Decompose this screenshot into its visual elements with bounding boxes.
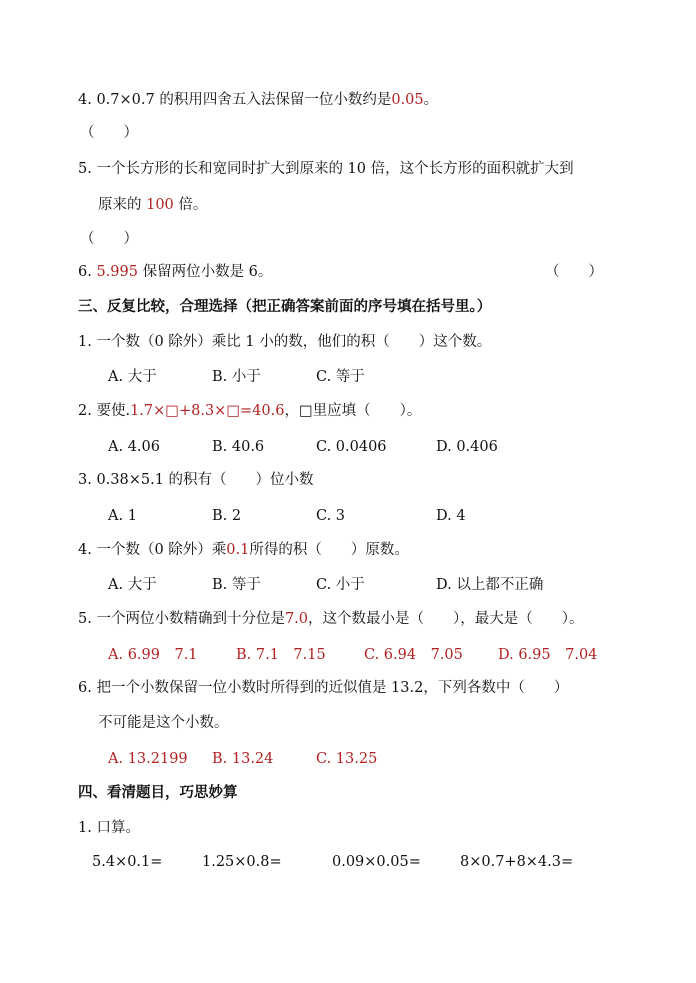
mc-question-4: 4. 一个数（0 除外）乘0.1所得的积（ ）原数。: [78, 542, 409, 558]
option-a[interactable]: A. 1: [108, 508, 137, 524]
mc-options-3: [108, 506, 466, 526]
mc-options-5: [108, 645, 597, 665]
option-c[interactable]: C. 6.94 7.05: [364, 647, 463, 663]
mc-question-3: 3. 0.38×5.1 的积有（ ）位小数: [78, 472, 314, 488]
tf-question-5: 5. 一个长方形的长和宽同时扩大到原来的 10 倍，这个长方形的面积就扩大到: [78, 161, 574, 177]
calc-row: [92, 852, 573, 872]
option-c[interactable]: C. 小于: [316, 577, 365, 593]
calc-question-1: 1. 口算。: [78, 820, 140, 836]
option-b[interactable]: B. 2: [212, 508, 242, 524]
mc-options-4: [108, 575, 543, 595]
mc-question-6: 6. 把一个小数保留一位小数时所得到的近似值是 13.2，下列各数中（ ）: [78, 680, 569, 696]
mc-question-1: 1. 一个数（0 除外）乘比 1 小的数，他们的积（ ）这个数。: [78, 334, 492, 350]
option-c[interactable]: C. 3: [316, 508, 346, 524]
option-b[interactable]: B. 小于: [212, 369, 261, 385]
option-b[interactable]: B. 13.24: [212, 751, 274, 767]
calc-item[interactable]: 5.4×0.1=: [92, 854, 163, 870]
mc-options-2: [108, 437, 498, 457]
calc-item[interactable]: 1.25×0.8=: [202, 854, 282, 870]
option-c[interactable]: C. 13.25: [316, 751, 378, 767]
option-d[interactable]: D. 以上都不正确: [436, 577, 544, 593]
option-a[interactable]: A. 大于: [108, 369, 157, 385]
answer-paren[interactable]: （ ）: [545, 264, 603, 280]
mc-question-5: 5. 一个两位小数精确到十分位是7.0，这个数最小是（ ），最大是（ ）。: [78, 611, 584, 627]
option-b[interactable]: B. 等于: [212, 577, 261, 593]
option-d[interactable]: D. 0.406: [436, 439, 498, 455]
tf-question-4: 4. 0.7×0.7 的积用四舍五入法保留一位小数约是0.05。: [78, 92, 439, 108]
tf-question-5-line2: 原来的 100 倍。: [98, 197, 208, 213]
option-a[interactable]: A. 大于: [108, 577, 157, 593]
mc-question-2: 2. 要使.1.7×□+8.3×□=40.6，□里应填（ ）。: [78, 403, 422, 419]
calc-item[interactable]: 8×0.7+8×4.3=: [460, 854, 574, 870]
option-b[interactable]: B. 7.1 7.15: [236, 647, 326, 663]
calc-item[interactable]: 0.09×0.05=: [332, 854, 421, 870]
option-d[interactable]: D. 4: [436, 508, 466, 524]
option-d[interactable]: D. 6.95 7.04: [498, 647, 598, 663]
answer-paren[interactable]: （ ）: [80, 125, 138, 141]
option-b[interactable]: B. 40.6: [212, 439, 265, 455]
tf-question-6: 6. 5.995 保留两位小数是 6。: [78, 264, 273, 280]
mc-question-6-line2: 不可能是这个小数。: [98, 715, 229, 731]
answer-paren[interactable]: （ ）: [80, 231, 138, 247]
section-3-title: 三、反复比较，合理选择（把正确答案前面的序号填在括号里。）: [78, 298, 492, 315]
option-a[interactable]: A. 4.06: [108, 439, 160, 455]
option-c[interactable]: C. 0.0406: [316, 439, 387, 455]
mc-options-1: [108, 367, 365, 387]
option-a[interactable]: A. 13.2199: [108, 751, 188, 767]
option-a[interactable]: A. 6.99 7.1: [108, 647, 198, 663]
mc-options-6: [108, 749, 377, 769]
section-4-title: 四、看清题目，巧思妙算: [78, 784, 238, 801]
option-c[interactable]: C. 等于: [316, 369, 365, 385]
